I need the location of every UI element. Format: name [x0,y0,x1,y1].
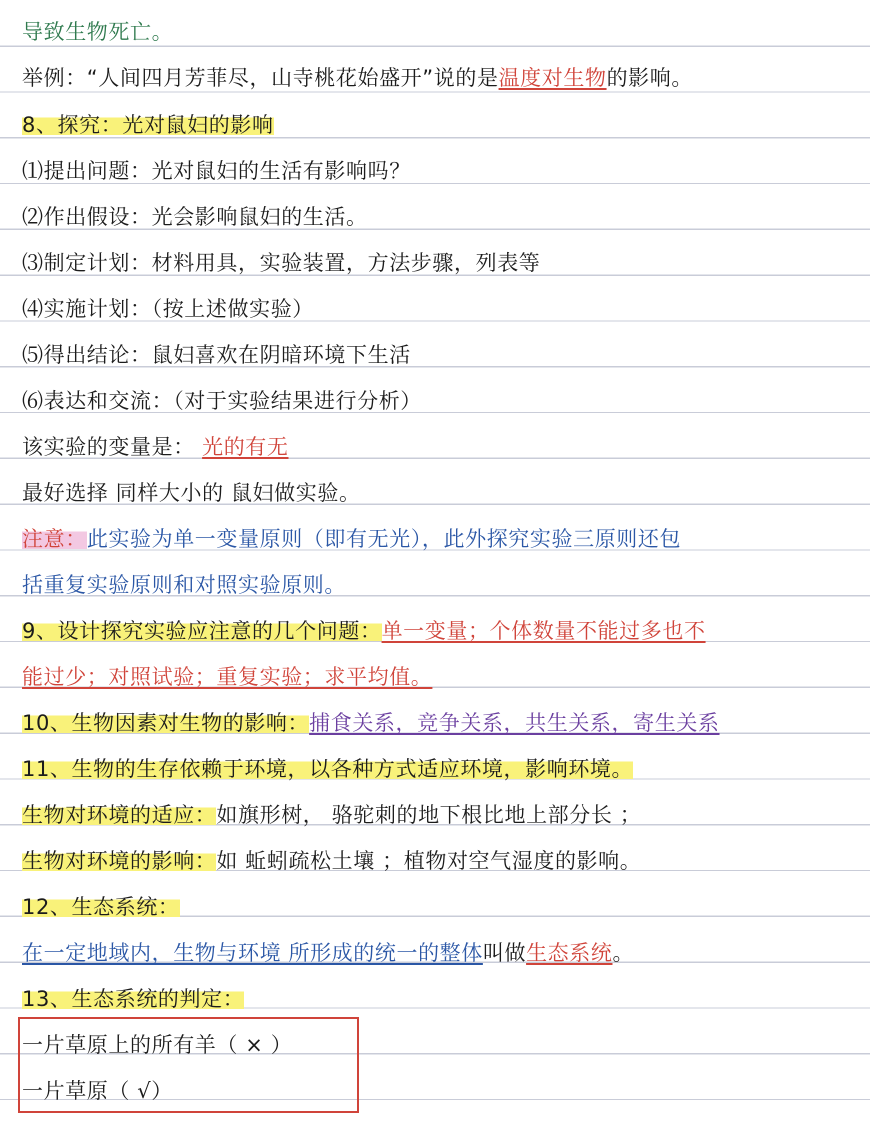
step-6: ⑹表达和交流：（对于实验结果进行分析） [22,389,422,413]
line-8 [22,387,862,415]
note-text-1: 此实验为单一变量原则（即有无光），此外探究实验三原则还包 [86,527,682,551]
note-text-2: 括重复实验原则和对照实验原则。 [22,573,346,597]
heading-13-judgement: 13、生态系统的判定： [22,987,245,1011]
line-11 [22,525,862,553]
text-variable-label: 该实验的变量是： [22,435,195,459]
step-1: ⑴提出问题：光对鼠妇的生活有影响吗？ [22,159,411,183]
text-effect-suffix: 的影响。 [606,66,693,90]
line-19 [22,893,862,921]
line-10 [22,479,862,507]
line-5 [22,249,862,277]
text-temperature-effect: 温度对生物 [498,66,607,90]
heading-10-biotic: 10、生物因素对生物的影响： [22,711,310,735]
step-4: ⑷实施计划：（按上述做实验） [22,297,314,321]
step-3: ⑶制定计划：材料用具，实验装置，方法步骤，列表等 [22,251,541,275]
design-points-1: 单一变量；个体数量不能过多也不 [381,619,706,643]
line-14 [22,663,862,691]
biotic-relations: 捕食关系，竞争关系，共生关系，寄生关系 [309,711,720,735]
term-ecosystem: 生态系统 [526,941,613,965]
judgement-wrong: 一片草原上的所有羊（ × ） [22,1033,293,1057]
design-points-2: 能过少；对照试验；重复实验；求平均值。 [22,665,433,689]
line-21 [22,985,862,1013]
text-example: 举例：“人间四月芳菲尽，山寺桃花始盛开”说的是 [22,66,499,90]
line-22 [22,1031,862,1059]
line-13 [22,617,862,645]
label-adaptation: 生物对环境的适应： [22,803,217,827]
text-period: 。 [612,941,635,965]
line-2 [22,111,862,139]
step-5: ⑸得出结论：鼠妇喜欢在阴暗环境下生活 [22,343,411,367]
heading-11-survival: 11、生物的生存依赖于环境，以各种方式适应环境，影响环境。 [22,757,634,781]
line-1 [22,64,862,92]
text-best-choice: 最好选择 同样大小的 鼠妇做实验。 [22,481,361,505]
heading-12-ecosystem: 12、生态系统： [22,895,180,919]
line-12 [22,571,862,599]
line-16 [22,755,862,783]
line-7 [22,341,862,369]
heading-8-explore: 8、探究：光对鼠妇的影响 [22,113,274,137]
step-2: ⑵作出假设：光会影响鼠妇的生活。 [22,205,368,229]
text-cause-death: 导致生物死亡。 [22,20,174,44]
line-17 [22,801,862,829]
line-18 [22,847,862,875]
text-variable-value: 光的有无 [202,435,289,459]
label-influence: 生物对环境的影响： [22,849,217,873]
line-4 [22,203,862,231]
influence-example: 如 蚯蚓疏松土壤 ；植物对空气湿度的影响。 [216,849,642,873]
line-15 [22,709,862,737]
heading-9-design: 9、设计探究实验应注意的几个问题： [22,619,382,643]
line-20 [22,939,862,967]
judgement-right: 一片草原（ √） [22,1079,173,1103]
adaptation-example: 如旗形树， 骆驼刺的地下根比地上部分长 ； [216,803,642,827]
text-called: 叫做 [482,941,527,965]
ecosystem-definition: 在一定地域内，生物与环境 所形成的统一的整体 [22,941,483,965]
line-9 [22,433,862,461]
line-6 [22,295,862,323]
line-0 [22,18,862,46]
note-label: 注意： [22,527,87,551]
line-23 [22,1077,862,1105]
line-3 [22,157,862,185]
